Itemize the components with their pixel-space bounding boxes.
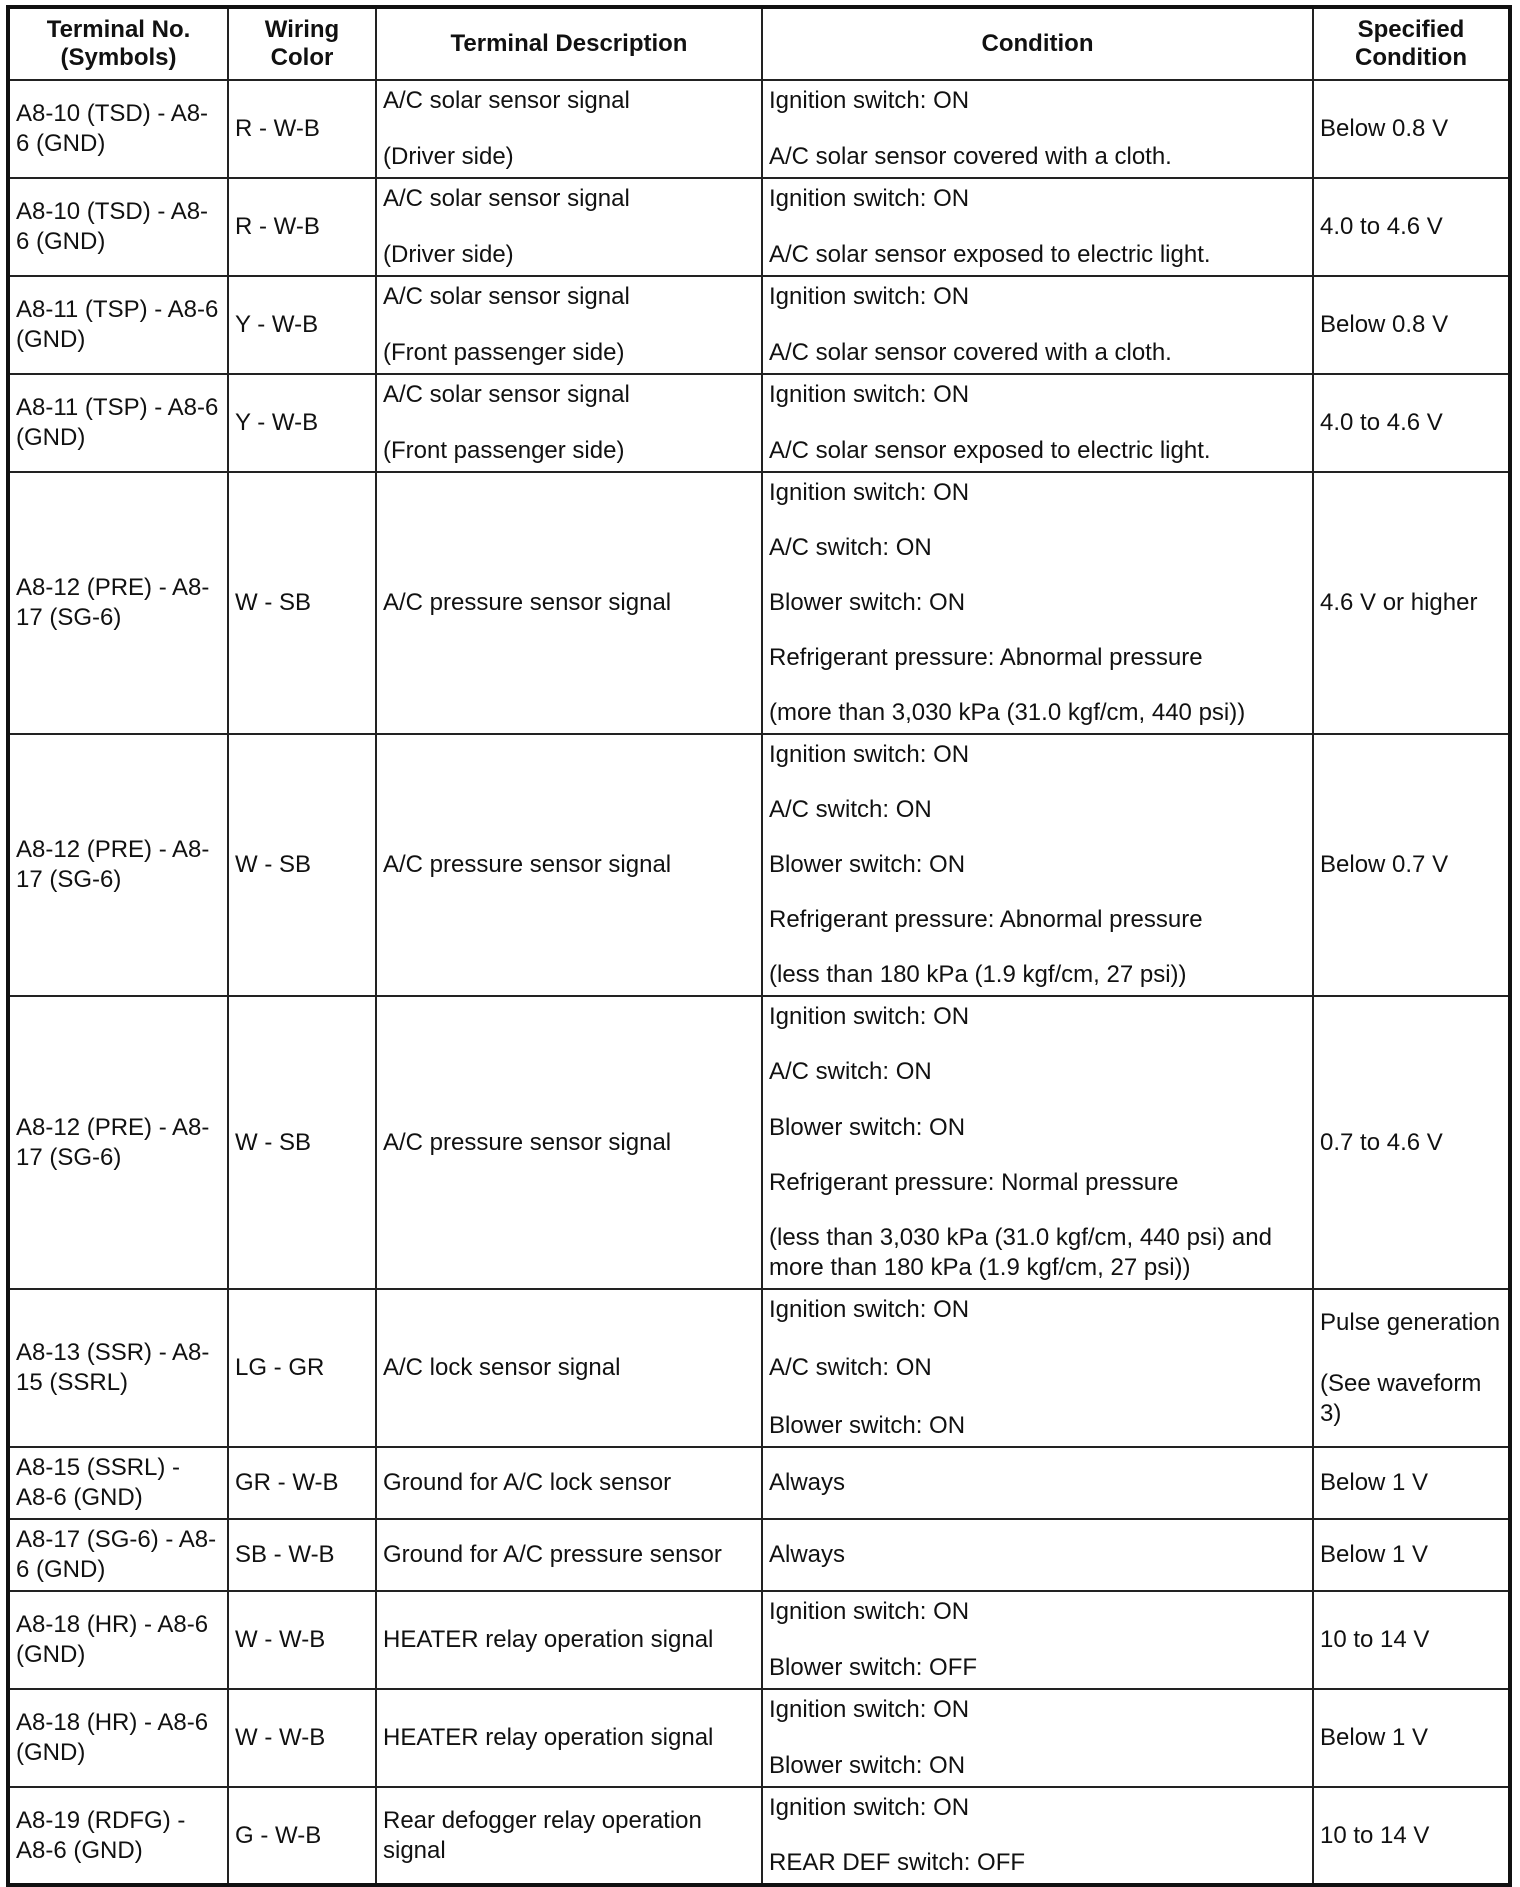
- condition-line: Ignition switch: ON: [769, 1696, 970, 1723]
- condition-lines: [769, 475, 1306, 731]
- wiring-color-cell: W - SB: [228, 996, 376, 1289]
- description-cell: HEATER relay operation signal: [376, 1689, 762, 1787]
- condition-line: A/C solar sensor covered with a cloth.: [769, 339, 1172, 366]
- condition-line: Blower switch: ON: [769, 1752, 966, 1779]
- table-row: [8, 80, 1510, 178]
- specified-condition-cell: [1313, 1289, 1510, 1447]
- description-line: (Driver side): [383, 143, 514, 170]
- condition-line: Blower switch: ON: [769, 851, 966, 878]
- condition-line: A/C switch: ON: [769, 796, 932, 823]
- condition-line: Ignition switch: ON: [769, 1296, 970, 1323]
- condition-line: Refrigerant pressure: Abnormal pressure: [769, 906, 1203, 933]
- condition-lines: [769, 1292, 1306, 1444]
- header-condition: Condition: [762, 7, 1313, 80]
- description-cell: A/C pressure sensor signal: [376, 734, 762, 996]
- terminal-cell: A8-12 (PRE) - A8-17 (SG-6): [8, 734, 228, 996]
- condition-line: Ignition switch: ON: [769, 381, 970, 408]
- condition-line: Ignition switch: ON: [769, 283, 970, 310]
- wiring-color-cell: LG - GR: [228, 1289, 376, 1447]
- description-cell: [376, 276, 762, 374]
- condition-cell: [762, 472, 1313, 734]
- condition-line: A/C switch: ON: [769, 1058, 932, 1086]
- description-line: A/C solar sensor signal: [383, 381, 630, 408]
- wiring-color-cell: W - W-B: [228, 1689, 376, 1787]
- description-line: (Driver side): [383, 241, 514, 268]
- condition-cell: [762, 1289, 1313, 1447]
- condition-cell: [762, 1591, 1313, 1689]
- table-row: [8, 1447, 1510, 1519]
- wiring-color-cell: W - W-B: [228, 1591, 376, 1689]
- condition-line: REAR DEF switch: OFF: [769, 1849, 1026, 1876]
- condition-line: Blower switch: ON: [769, 589, 966, 616]
- description-line: A/C solar sensor signal: [383, 185, 630, 212]
- condition-line: (more than 3,030 kPa (31.0 kgf/cm, 440 psi)): [769, 699, 1246, 726]
- specified-condition-cell: Below 0.7 V: [1313, 734, 1510, 996]
- condition-lines: [769, 181, 1306, 273]
- wiring-color-cell: R - W-B: [228, 80, 376, 178]
- table-row: [8, 374, 1510, 472]
- specified-condition-cell: Below 0.8 V: [1313, 276, 1510, 374]
- condition-line: Blower switch: OFF: [769, 1654, 978, 1681]
- condition-cell: [762, 178, 1313, 276]
- specified-lines: [1320, 1292, 1502, 1444]
- specified-condition-cell: 4.6 V or higher: [1313, 472, 1510, 734]
- condition-lines: [769, 83, 1306, 175]
- condition-lines: [769, 1692, 1306, 1784]
- condition-line: A/C switch: ON: [769, 534, 932, 561]
- specified-condition-cell: 0.7 to 4.6 V: [1313, 996, 1510, 1289]
- condition-cell: [762, 1787, 1313, 1885]
- condition-cell: [762, 1689, 1313, 1787]
- condition-line: A/C switch: ON: [769, 1354, 932, 1381]
- condition-line: A/C solar sensor covered with a cloth.: [769, 143, 1172, 170]
- description-cell: A/C pressure sensor signal: [376, 996, 762, 1289]
- terminal-cell: A8-18 (HR) - A8-6 (GND): [8, 1689, 228, 1787]
- condition-lines: [769, 377, 1306, 469]
- condition-cell: [762, 374, 1313, 472]
- specified-condition-cell: Below 0.8 V: [1313, 80, 1510, 178]
- description-cell: [376, 374, 762, 472]
- terminal-cell: A8-10 (TSD) - A8-6 (GND): [8, 80, 228, 178]
- description-cell: A/C pressure sensor signal: [376, 472, 762, 734]
- header-wiring-color: Wiring Color: [228, 7, 376, 80]
- condition-line: Ignition switch: ON: [769, 1003, 970, 1030]
- condition-cell: [762, 734, 1313, 996]
- wiring-color-cell: R - W-B: [228, 178, 376, 276]
- table-row: [8, 178, 1510, 276]
- condition-line: Ignition switch: ON: [769, 479, 970, 506]
- condition-line: A/C solar sensor exposed to electric light.: [769, 241, 1211, 268]
- description-cell: Ground for A/C lock sensor: [376, 1447, 762, 1519]
- specified-condition-cell: 10 to 14 V: [1313, 1787, 1510, 1885]
- table-row: [8, 1787, 1510, 1885]
- wiring-color-cell: W - SB: [228, 734, 376, 996]
- wiring-color-cell: Y - W-B: [228, 374, 376, 472]
- terminal-cell: A8-12 (PRE) - A8-17 (SG-6): [8, 996, 228, 1289]
- condition-lines: [769, 279, 1306, 371]
- description-cell: Rear defogger relay operation signal: [376, 1787, 762, 1885]
- table-row: [8, 1519, 1510, 1591]
- header-row: [8, 7, 1510, 80]
- condition-line: Ignition switch: ON: [769, 1794, 970, 1821]
- condition-cell: [762, 276, 1313, 374]
- description-lines: [383, 83, 755, 175]
- condition-lines: [769, 737, 1306, 993]
- condition-line: Blower switch: ON: [769, 1113, 966, 1141]
- table-row: [8, 1689, 1510, 1787]
- condition-line: A/C solar sensor exposed to electric light.: [769, 437, 1211, 464]
- condition-cell: Always: [762, 1519, 1313, 1591]
- description-cell: [376, 80, 762, 178]
- condition-line: (less than 3,030 kPa (31.0 kgf/cm, 440 psi) and more than 180 kPa (1.9 kgf/cm, 27 psi)): [769, 1224, 1272, 1281]
- condition-lines: [769, 1594, 1306, 1686]
- terminal-cell: A8-15 (SSRL) - A8-6 (GND): [8, 1447, 228, 1519]
- description-cell: HEATER relay operation signal: [376, 1591, 762, 1689]
- table-row: [8, 996, 1510, 1289]
- terminal-cell: A8-19 (RDFG) - A8-6 (GND): [8, 1787, 228, 1885]
- terminal-cell: A8-18 (HR) - A8-6 (GND): [8, 1591, 228, 1689]
- terminal-spec-page: [6, 5, 1508, 1881]
- header-terminal: Terminal No. (Symbols): [8, 7, 228, 80]
- terminal-cell: A8-11 (TSP) - A8-6 (GND): [8, 374, 228, 472]
- description-line: (Front passenger side): [383, 437, 625, 464]
- specified-condition-cell: 4.0 to 4.6 V: [1313, 178, 1510, 276]
- table-row: [8, 472, 1510, 734]
- table-body: [8, 80, 1510, 1885]
- wiring-color-cell: GR - W-B: [228, 1447, 376, 1519]
- condition-lines: [769, 1790, 1306, 1881]
- table-row: [8, 734, 1510, 996]
- specified-condition-cell: Below 1 V: [1313, 1447, 1510, 1519]
- table-row: [8, 1289, 1510, 1447]
- specified-condition-cell: 4.0 to 4.6 V: [1313, 374, 1510, 472]
- condition-cell: [762, 80, 1313, 178]
- condition-lines: [769, 999, 1306, 1286]
- wiring-color-cell: Y - W-B: [228, 276, 376, 374]
- description-lines: [383, 279, 755, 371]
- description-line: A/C solar sensor signal: [383, 87, 630, 114]
- condition-line: Ignition switch: ON: [769, 87, 970, 114]
- condition-line: Ignition switch: ON: [769, 185, 970, 212]
- condition-line: Refrigerant pressure: Normal pressure: [769, 1168, 1179, 1196]
- header-terminal-description: Terminal Description: [376, 7, 762, 80]
- condition-cell: [762, 996, 1313, 1289]
- table-row: [8, 276, 1510, 374]
- condition-line: Refrigerant pressure: Abnormal pressure: [769, 644, 1203, 671]
- specified-condition-cell: Below 1 V: [1313, 1689, 1510, 1787]
- terminal-cell: A8-13 (SSR) - A8-15 (SSRL): [8, 1289, 228, 1447]
- specified-condition-cell: Below 1 V: [1313, 1519, 1510, 1591]
- specified-line: (See waveform 3): [1320, 1369, 1482, 1427]
- wiring-color-cell: SB - W-B: [228, 1519, 376, 1591]
- terminal-cell: A8-11 (TSP) - A8-6 (GND): [8, 276, 228, 374]
- description-cell: [376, 178, 762, 276]
- wiring-color-cell: W - SB: [228, 472, 376, 734]
- condition-line: (less than 180 kPa (1.9 kgf/cm, 27 psi)): [769, 961, 1187, 988]
- description-lines: [383, 377, 755, 469]
- terminal-cell: A8-10 (TSD) - A8-6 (GND): [8, 178, 228, 276]
- description-line: (Front passenger side): [383, 339, 625, 366]
- terminal-cell: A8-12 (PRE) - A8-17 (SG-6): [8, 472, 228, 734]
- table-row: [8, 1591, 1510, 1689]
- specified-condition-cell: 10 to 14 V: [1313, 1591, 1510, 1689]
- terminal-spec-table: [6, 5, 1512, 1887]
- description-cell: A/C lock sensor signal: [376, 1289, 762, 1447]
- specified-line: Pulse generation: [1320, 1308, 1501, 1336]
- header-specified-condition: Specified Condition: [1313, 7, 1510, 80]
- wiring-color-cell: G - W-B: [228, 1787, 376, 1885]
- condition-line: Blower switch: ON: [769, 1412, 966, 1439]
- condition-line: Ignition switch: ON: [769, 1598, 970, 1625]
- condition-line: Ignition switch: ON: [769, 741, 970, 768]
- condition-cell: Always: [762, 1447, 1313, 1519]
- description-cell: Ground for A/C pressure sensor: [376, 1519, 762, 1591]
- description-lines: [383, 181, 755, 273]
- terminal-cell: A8-17 (SG-6) - A8-6 (GND): [8, 1519, 228, 1591]
- description-line: A/C solar sensor signal: [383, 283, 630, 310]
